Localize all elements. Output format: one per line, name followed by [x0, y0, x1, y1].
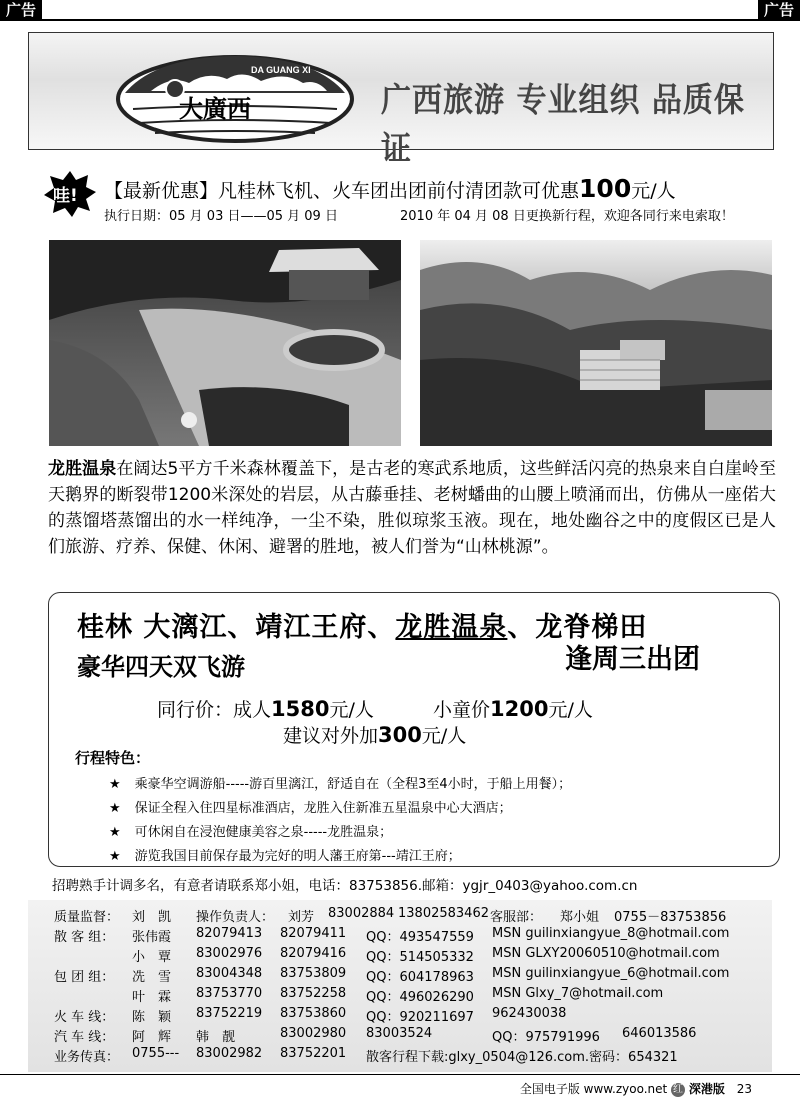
mountain-resort-photo: [420, 240, 772, 446]
wow-badge: [44, 170, 96, 218]
feature-item: ★ 游览我国目前保存最为完好的明人藩王府第---靖江王府；: [109, 845, 571, 869]
feature-item: ★ 乘豪华空调游船-----游百里漓江，舒适自在（全程3至4小时，于船上用餐）；: [109, 773, 571, 797]
footer: [520, 1080, 752, 1097]
logo-brand: 大廣西: [179, 94, 251, 123]
recruitment-notice: 招聘熟手计调多名，有意者请联系郑小姐，电话：83753856.邮箱：ygjr_0403@yahoo.com.cn: [52, 878, 638, 894]
features-title: 行程特色：: [75, 749, 151, 767]
logo-brand-en: DA GUANG XI: [251, 65, 311, 75]
suggested-markup: 建议对外加300元/人: [283, 723, 467, 747]
bottom-divider: [0, 1074, 800, 1075]
tour-title-underlined: 龙胜温泉: [395, 612, 508, 643]
ad-label-left: 广告: [0, 0, 42, 20]
badge-text: 哇!: [53, 186, 78, 206]
hot-spring-description: [48, 456, 776, 560]
adult-price: 1580: [271, 697, 330, 721]
desc-text: 在阔达5平方千米森林覆盖下，是古老的寒武系地质，这些鲜活闪亮的热泉来自白崖岭至天鹅界的断裂带1200米深处的岩层，从古藤垂挂、老树蟠曲的山腰上喷涌而出，仿佛从一座偌大的蒸馏塔蒸馏出的水一样纯净，一尘不染，胜似琼浆玉液。现在，地处幽谷之中的度假区已是人们旅游、疗养、保健、休闲、避署的胜地，被人们誉为“山林桃源”。: [48, 459, 776, 557]
tour-package-box: [48, 592, 780, 867]
promo-text: 凡桂林飞机、火车团出团前付清团款可优惠: [218, 180, 580, 202]
daguangxi-logo: [115, 53, 355, 145]
feature-item: ★ 保证全程入住四星标准酒店，龙胜入住新准五星温泉中心大酒店；: [109, 797, 571, 821]
promo-title: 【最新优惠】: [104, 180, 219, 202]
promo-amount: 100: [579, 174, 632, 203]
hong-icon: 红: [673, 1083, 684, 1095]
tour-title: 桂林 大漓江、靖江王府、龙胜温泉、龙脊梯田: [77, 612, 648, 643]
top-divider: [0, 19, 800, 21]
promo-line: [104, 174, 676, 203]
promo-dates: 执行日期：05 月 03 日——05 月 09 日: [104, 209, 338, 224]
child-price: 1200: [490, 697, 549, 721]
footer-edition: 深港版: [688, 1082, 725, 1096]
promo-unit: 元/人: [631, 180, 676, 202]
promo-update-note: 2010 年 04 月 08 日更换新行程，欢迎各同行来电索取！: [400, 209, 734, 224]
header-banner: [28, 32, 774, 169]
ad-label-right: 广告: [758, 0, 800, 20]
suggest-price: 300: [378, 723, 422, 747]
page-number: 23: [736, 1082, 752, 1096]
slogan: 广西旅游 专业组织 品质保证: [381, 81, 745, 169]
features-list: [109, 773, 571, 869]
promo-dates-line: [104, 205, 734, 224]
desc-highlight: 龙胜温泉: [48, 459, 117, 479]
footer-site: 全国电子版 www.zyoo.net: [519, 1082, 668, 1096]
hot-spring-photo: [49, 240, 401, 446]
tour-prices: 同行价：成人1580元/人 小童价1200元/人: [157, 697, 593, 721]
tour-subtitle: 豪华四天双飞游: [77, 653, 245, 681]
child-price-group: 小童价1200元/人: [433, 697, 593, 721]
tour-schedule: 逢周三出团: [565, 644, 700, 675]
feature-item: ★ 可休闲自在浸泡健康美容之泉-----龙胜温泉；: [109, 821, 571, 845]
